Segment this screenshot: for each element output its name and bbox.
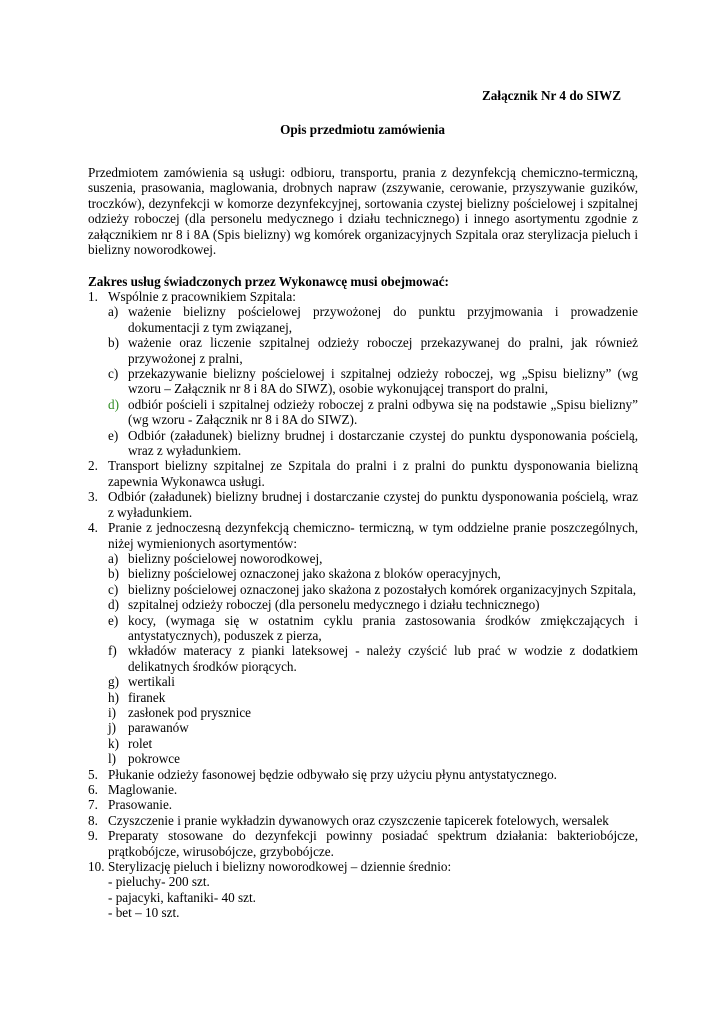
item-text: Czyszczenie i pranie wykładzin dywanowych oraz czyszczenie tapicerek fotelowych, wersalek	[108, 812, 609, 828]
intro-paragraph: Przedmiotem zamówienia są usługi: odbioru, transportu, prania z dezynfekcją chemiczno-termiczną, suszenia, prasowania, maglowania, drobnych napraw (zszywanie, cerowanie, przyszywanie guzików, troczków), dezynfekcji w komorze dezynfekcyjnej, sortowania czystej bielizny pościelowej i szpitalnej odzieży roboczej (dla personelu medycznego i działu technicznego) i innego asortymentu zgodnie z załącznikiem nr 8 i 8A (Spis bielizny) wg komórek organizacyjnych Szpitala oraz sterylizacja pieluch i bielizny noworodkowej.	[88, 165, 638, 258]
sub-item-letter: g)	[108, 674, 119, 690]
list-item	[88, 489, 638, 520]
sub-item	[108, 566, 638, 581]
scope-list	[88, 289, 638, 921]
list-item	[88, 520, 638, 551]
sub-item-text: szpitalnej odzieży roboczej (dla personelu medycznego i działu technicznego)	[128, 597, 540, 613]
sub-item	[108, 674, 638, 689]
sub-item-text: pokrowce	[128, 751, 180, 767]
sub-item	[108, 551, 638, 566]
scope-heading: Zakres usług świadczonych przez Wykonawcę musi obejmować:	[88, 274, 449, 289]
sub-item-letter: a)	[108, 550, 119, 566]
attachment-label: Załącznik Nr 4 do SIWZ	[482, 88, 621, 103]
sub-item-text: wkładów materacy z pianki lateksowej - należy czyścić lub prać w wodzie z dodatkiem delikatnych środków piorących.	[128, 643, 638, 674]
list-item	[88, 859, 638, 874]
sub-item	[108, 736, 638, 751]
sub-item-letter: d)	[108, 597, 119, 613]
sub-item	[108, 720, 638, 735]
list-item	[88, 905, 638, 920]
item-text: Maglowanie.	[108, 782, 178, 797]
sub-item-text: bielizny pościelowej oznaczonej jako skażona z bloków operacyjnych,	[128, 566, 501, 582]
item-text: Preparaty stosowane do dezynfekcji powinny posiadać spektrum działania: bakteriobójcze, prątkobójcze, wirusobójcze, grzybobójcze.	[108, 828, 638, 859]
list-item	[88, 335, 638, 366]
sub-item-text: kocy, (wymaga się w ostatnim cyklu prania zastosowania środków zmiękczających i antystatycznych), poduszek z pierza,	[128, 612, 638, 643]
item-text: Pranie z jednoczesną dezynfekcją chemiczno- termiczną, w tym oddzielne pranie poszczególnych, niżej wymienionych asortymentów:	[108, 520, 638, 551]
sub-item	[108, 304, 638, 335]
item-number: 5.	[88, 766, 98, 782]
item-text: Sterylizację pieluch i bielizny noworodkowej – dziennie średnio:	[108, 859, 452, 875]
sub-item-text: bielizny pościelowej oznaczonej jako skażona z pozostałych komórek organizacyjnych Szpitala,	[128, 581, 637, 597]
sub-item-letter: e)	[108, 612, 119, 628]
list-item	[88, 366, 638, 397]
item-text: Transport bielizny szpitalnej ze Szpitala do pralni i z pralni do punktu dysponowania bielizną zapewnia Wykonawca usługi.	[108, 458, 638, 489]
item-number: 6.	[88, 782, 98, 797]
list-item	[88, 782, 638, 797]
list-item	[88, 582, 638, 597]
item-number: 4.	[88, 520, 98, 536]
sub-item-letter: j)	[108, 720, 117, 736]
sub-item-text: zasłonek pod prysznice	[128, 704, 252, 720]
sub-item-text: ważenie oraz liczenie szpitalnej odzieży roboczej przekazywanej do pralni, jak również przywożonej z pralni,	[128, 335, 638, 366]
list-item	[88, 874, 638, 889]
list-item	[88, 797, 638, 812]
sub-item-text: parawanów	[128, 720, 189, 736]
sub-item-letter: d)	[108, 396, 119, 412]
item-number: 3.	[88, 489, 98, 505]
sub-item-text: przekazywanie bielizny pościelowej i szpitalnej odzieży roboczej, wg „Spisu bielizny” (wg wzoru – Załącznik nr 8 i 8A do SIWZ), osobie wykonującej transport do pralni,	[128, 366, 638, 397]
sub-item	[108, 597, 638, 612]
sub-item-text: ważenie bielizny pościelowej przywożonej do punktu przyjmowania i prowadzenie dokumentacji z tym związanej,	[128, 304, 638, 335]
list-item	[88, 613, 638, 644]
list-item	[88, 597, 638, 612]
sub-item-text: rolet	[128, 735, 153, 751]
document-title: Opis przedmiotu zamówienia	[280, 122, 445, 137]
sub-item	[108, 643, 638, 674]
sub-item-text: firanek	[128, 689, 166, 705]
sub-item-text: bielizny pościelowej noworodkowej,	[128, 550, 323, 566]
list-item	[88, 289, 638, 304]
list-item	[88, 828, 638, 859]
sub-item	[108, 690, 638, 705]
item-line: - pieluchy- 200 szt.	[108, 874, 210, 890]
sub-item	[108, 366, 638, 397]
sub-item-letter: l)	[108, 751, 117, 767]
sub-item-letter: i)	[108, 704, 117, 720]
sub-item	[108, 751, 638, 766]
list-item	[88, 890, 638, 905]
item-number: 7.	[88, 797, 98, 813]
list-item	[88, 674, 638, 689]
item-text: Wspólnie z pracownikiem Szpitala:	[108, 289, 296, 304]
sub-item	[108, 705, 638, 720]
sub-item-text: Odbiór (załadunek) bielizny brudnej i dostarczanie czystej do punktu dysponowania pościelą, wraz z wyładunkiem.	[128, 427, 638, 459]
item-number: 9.	[88, 828, 98, 844]
sub-item-letter: e)	[108, 427, 119, 443]
item-line: - bet – 10 szt.	[108, 905, 180, 921]
sub-item	[108, 613, 638, 644]
item-text: Odbiór (załadunek) bielizny brudnej i dostarczanie czystej do punktu dysponowania pościelą, wraz z wyładunkiem.	[108, 489, 638, 520]
sub-item	[108, 335, 638, 366]
item-line: - pajacyki, kaftaniki- 40 szt.	[108, 889, 256, 905]
item-number: 1.	[88, 289, 98, 304]
item-number: 10.	[88, 859, 105, 875]
list-item	[88, 551, 638, 566]
sub-item-letter: h)	[108, 689, 119, 705]
sub-item	[108, 582, 638, 597]
item-text: Prasowanie.	[108, 797, 173, 813]
list-item	[88, 767, 638, 782]
list-item	[88, 690, 638, 705]
list-item	[88, 751, 638, 766]
list-item	[88, 458, 638, 489]
sub-item-letter: c)	[108, 581, 119, 597]
list-item	[88, 705, 638, 720]
list-item	[88, 736, 638, 751]
sub-item-letter: k)	[108, 735, 119, 751]
sub-item-letter: f)	[108, 643, 117, 659]
sub-item-text: wertikali	[128, 674, 175, 690]
sub-item-letter: a)	[108, 304, 119, 320]
sub-item-letter: b)	[108, 335, 119, 351]
list-item	[88, 397, 638, 428]
list-item	[88, 720, 638, 735]
sub-item	[108, 428, 638, 459]
list-item	[88, 566, 638, 581]
list-item	[88, 813, 638, 828]
list-item	[88, 304, 638, 335]
sub-item-letter: c)	[108, 366, 119, 382]
list-item	[88, 428, 638, 459]
item-number: 2.	[88, 458, 98, 474]
list-item	[88, 643, 638, 674]
sub-item-text: odbiór pościeli i szpitalnej odzieży roboczej z pralni odbywa się na podstawie „Spisu bielizny” (wg wzoru - Załącznik nr 8 i 8A do SIWZ).	[128, 396, 638, 428]
item-number: 8.	[88, 812, 98, 828]
sub-item	[108, 397, 638, 428]
sub-item-letter: b)	[108, 566, 119, 582]
item-text: Płukanie odzieży fasonowej będzie odbywało się przy użyciu płynu antystatycznego.	[108, 766, 557, 782]
